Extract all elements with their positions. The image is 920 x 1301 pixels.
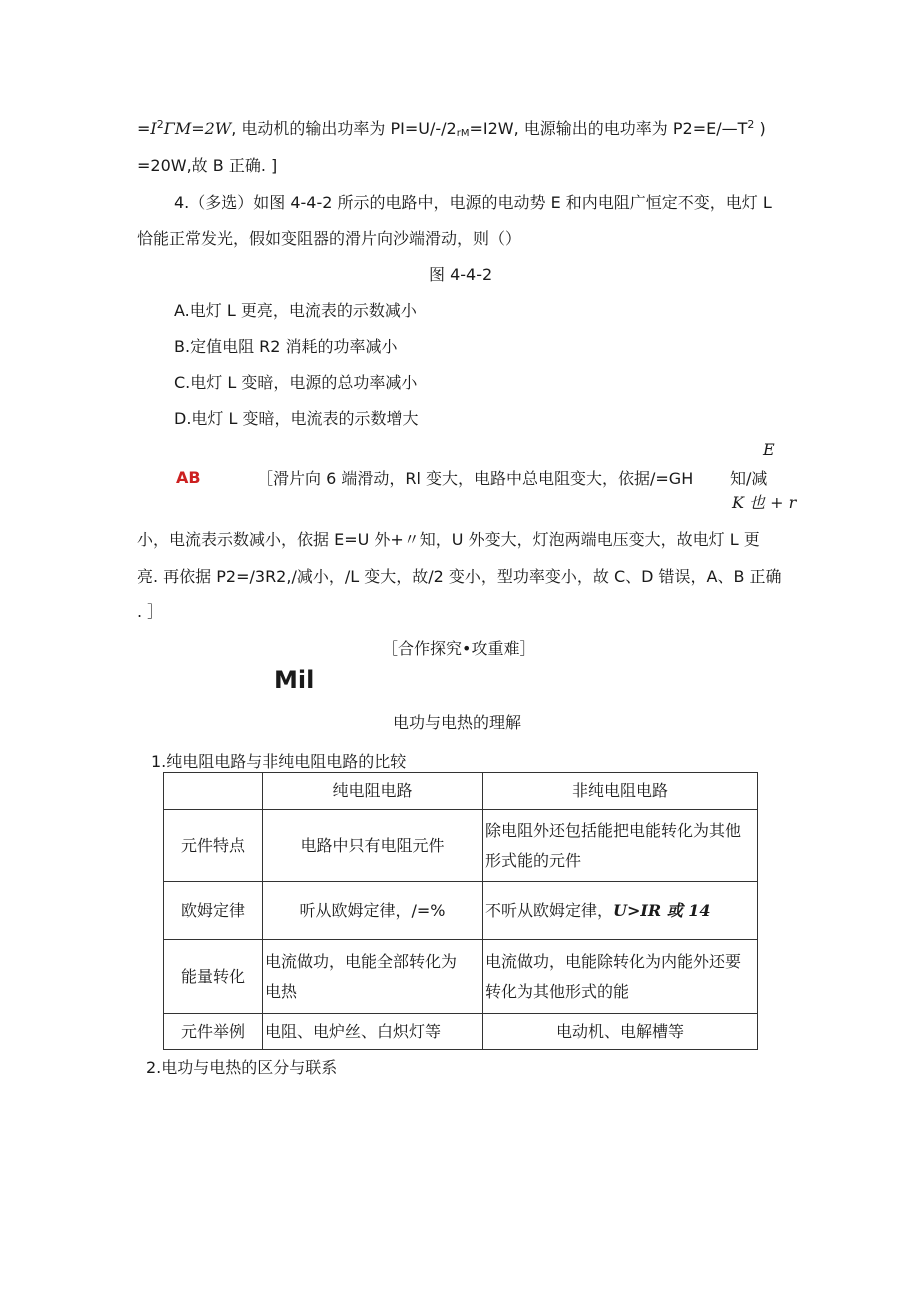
answer-line-2: 小，电流表示数减小，依据 E=U 外+〃知，U 外变大，灯泡两端电压变大，故电灯 L 更 — [137, 530, 760, 549]
answer-line-3: 亮. 再依据 P2=/3R2,/减小，/L 变大，故/2 变小，型功率变小，故 C、D 错误，A、B 正确 — [137, 567, 782, 586]
prev-solution-line-1 — [137, 116, 766, 139]
fraction-top: E — [763, 440, 775, 459]
question-line-1: 4.（多选）如图 4-4-2 所示的电路中，电源的电动势 E 和内电阻广恒定不变，电灯 L — [174, 193, 772, 212]
comparison-table — [163, 772, 758, 1050]
text: 2 — [156, 118, 164, 131]
text: =I2W, 电源输出的电功率为 P2=E/—T — [469, 119, 748, 138]
pure-cell — [263, 940, 483, 1014]
text: ) — [754, 119, 766, 138]
option-d: D.电灯 L 变暗，电流表的示数增大 — [174, 409, 419, 428]
section-logo: Mil — [274, 666, 315, 694]
text: ΓM — [163, 119, 192, 138]
answer-line-4: . ］ — [137, 602, 164, 621]
option-c: C.电灯 L 变暗，电源的总功率减小 — [174, 373, 418, 392]
table-header-row — [164, 773, 758, 810]
section-title: ［合作探究•攻重难］ — [382, 639, 536, 658]
text: 电热 — [265, 981, 298, 1001]
row-label: 元件举例 — [164, 1014, 263, 1050]
pure-cell: 听从欧姆定律，/=% — [263, 882, 483, 940]
nonpure-cell — [483, 940, 758, 1014]
answer-label: AB — [176, 468, 201, 487]
option-a: A.电灯 L 更亮，电流表的示数减小 — [174, 301, 417, 320]
answer-text-1: ［滑片向 6 端滑动，Rl 变大，电路中总电阻变大，依据/=GH — [257, 469, 694, 488]
fraction-bottom: K 也 + r — [732, 493, 797, 512]
row-label: 能量转化 — [164, 940, 263, 1014]
text: 形式能的元件 — [485, 850, 582, 870]
table-title: 1.纯电阻电路与非纯电阻电路的比较 — [151, 752, 407, 771]
header-cell-pure: 纯电阻电路 — [263, 773, 483, 810]
pure-cell: 电阻、电炉丝、白炽灯等 — [263, 1014, 483, 1050]
text: rM — [456, 128, 470, 139]
section-subtitle: 电功与电热的理解 — [393, 713, 522, 732]
table-row — [164, 810, 758, 882]
option-b: B.定值电阻 R2 消耗的功率减小 — [174, 337, 398, 356]
footer-heading: 2.电功与电热的区分与联系 — [146, 1058, 338, 1077]
text: 不听从欧姆定律， — [485, 900, 614, 920]
row-label: 元件特点 — [164, 810, 263, 882]
text: 电流做功，电能除转化为内能外还要 — [485, 951, 742, 971]
header-cell-nonpure: 非纯电阻电路 — [483, 773, 758, 810]
text: =2W — [191, 119, 232, 138]
text: 电流做功，电能全部转化为 — [265, 951, 458, 971]
text: 转化为其他形式的能 — [485, 981, 630, 1001]
pure-cell: 电路中只有电阻元件 — [263, 810, 483, 882]
prev-solution-line-2: =20W,故 B 正确. ] — [137, 156, 278, 175]
figure-label: 图 4-4-2 — [429, 265, 493, 284]
fraction-mid: 知/减 — [730, 469, 768, 488]
text: , 电动机的输出功率为 PI=U/-/2 — [231, 119, 457, 138]
nonpure-cell: 电动机、电解槽等 — [483, 1014, 758, 1050]
text: 除电阻外还包括能把电能转化为其他 — [485, 820, 742, 840]
text: U>IR 或 14 — [613, 900, 711, 920]
header-cell-empty — [164, 773, 263, 810]
table-row — [164, 882, 758, 940]
table-row — [164, 1014, 758, 1050]
text: 2 — [747, 118, 755, 131]
question-line-2: 恰能正常发光，假如变阻器的滑片向沙端滑动，则（） — [137, 229, 522, 248]
table-row — [164, 940, 758, 1014]
nonpure-cell — [483, 810, 758, 882]
nonpure-cell — [483, 882, 758, 940]
text: I — [150, 119, 157, 138]
row-label: 欧姆定律 — [164, 882, 263, 940]
text: = — [137, 119, 151, 138]
